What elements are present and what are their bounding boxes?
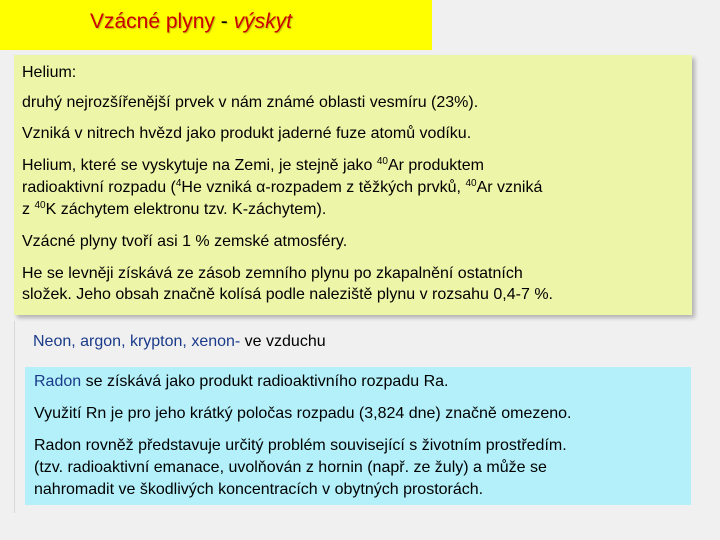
- radon-panel: [25, 367, 691, 505]
- neon-rest: ve vzduchu: [240, 333, 326, 350]
- title-subtitle: výskyt: [233, 10, 292, 33]
- helium-paragraph-5-line-2: složek. Jeho obsah značně kolísá podle naleziště plynu v rozsahu 0,4‑7 %.: [22, 286, 553, 303]
- title-main: Vzácné plyny: [90, 10, 215, 33]
- radon-paragraph-3-line-2: (tzv. radioaktivní emanace, uvolňován z hornin (např. ze žuly) a může se: [34, 459, 547, 476]
- helium-panel: [14, 55, 692, 315]
- radon-paragraph-3-line-3: nahromadit ve škodlivých koncentracích v obytných prostorách.: [34, 481, 484, 498]
- neon-line: [33, 332, 326, 352]
- helium-paragraph-2: Vzniká v nitrech hvězd jako produkt jaderné fuze atomů vodíku.: [22, 125, 472, 142]
- helium-paragraph-3-line-3: z $^{40}$K záchytem elektronu tzv. K‑záchytem).: [22, 200, 327, 218]
- helium-paragraph-3-line-1: Helium, které se vyskytuje na Zemi, je stejně jako $^{40}$Ar produktem: [22, 156, 484, 174]
- helium-paragraph-4: Vzácné plyny tvoří asi 1 % zemské atmosféry.: [22, 233, 348, 250]
- title-banner: [0, 0, 432, 50]
- slide-title: [90, 10, 292, 34]
- title-separator: -: [214, 10, 234, 33]
- radon-paragraph-3-line-1: Radon rovněž představuje určitý problém související s životním prostředím.: [34, 437, 567, 454]
- neon-highlight: Neon, argon, krypton, xenon-: [33, 333, 241, 350]
- helium-paragraph-5-line-1: He se levněji získává ze zásob zemního plynu po zkapalnění ostatních: [22, 265, 523, 282]
- helium-paragraph-3-line-2: radioaktivní rozpadu ($^4$He vzniká α-rozpadem z těžkých prvků, $^{40}$Ar vzniká: [22, 178, 543, 196]
- left-guide-line: [14, 321, 15, 513]
- helium-paragraph-1: druhý nejrozšířenější prvek v nám známé oblasti vesmíru (23%).: [22, 94, 479, 111]
- helium-heading: Helium:: [22, 64, 77, 81]
- radon-paragraph-1: Radon se získává jako produkt radioaktivního rozpadu Ra.: [34, 373, 449, 390]
- radon-paragraph-2: Využití Rn je pro jeho krátký poločas rozpadu (3,824 dne) značně omezeno.: [34, 405, 572, 422]
